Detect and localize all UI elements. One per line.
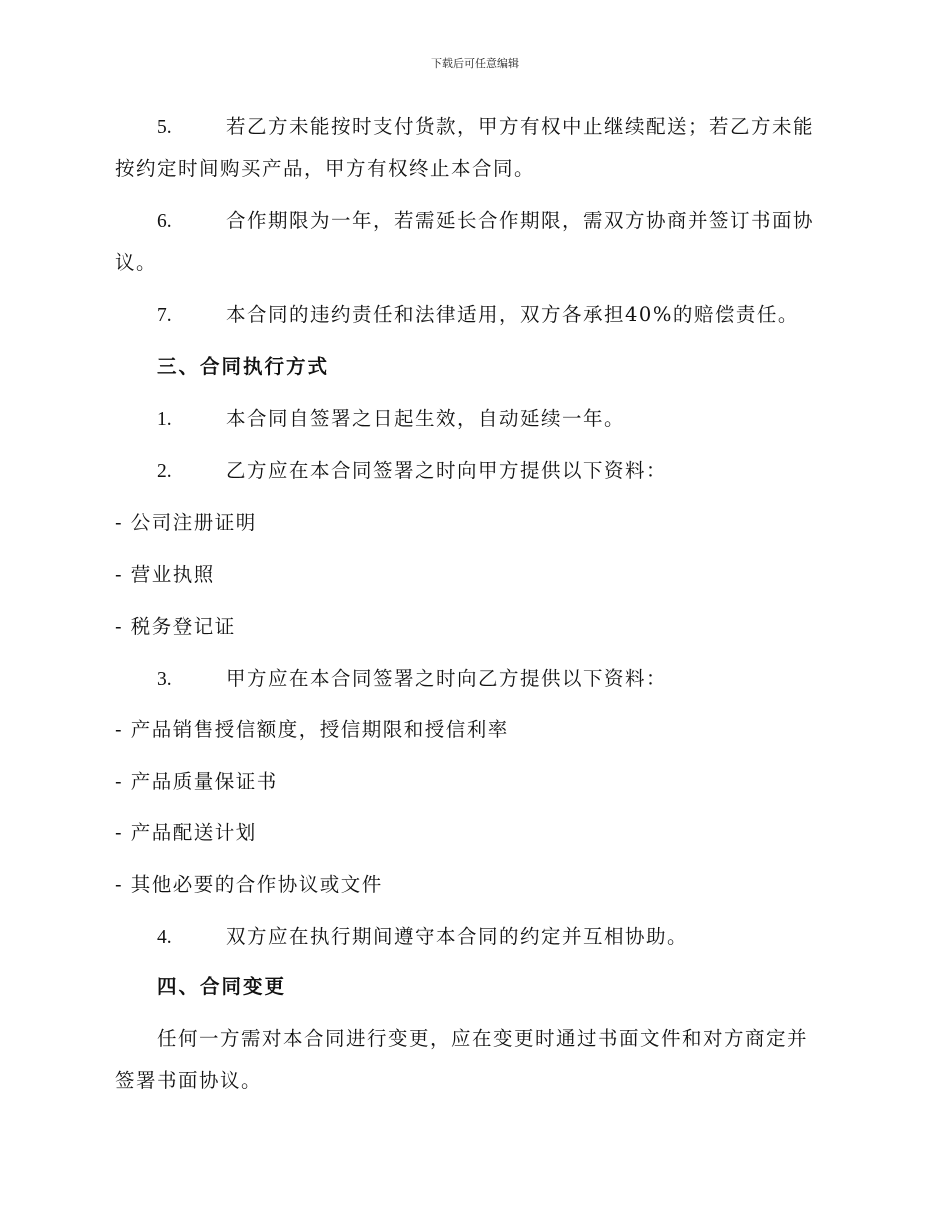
item-text: 甲方应在本合同签署之时向乙方提供以下资料： <box>226 667 668 690</box>
page-header: 下载后可任意编辑 <box>431 57 519 70</box>
clause-number: 7. <box>157 305 172 326</box>
list-item: - 营业执照 <box>115 563 215 586</box>
list-item: - 产品质量保证书 <box>115 770 278 793</box>
clause-6 <box>115 206 835 278</box>
section-3-heading: 三、合同执行方式 <box>157 355 330 378</box>
section-4-paragraph-cont: 签署书面协议。 <box>115 1069 263 1092</box>
item-number: 3. <box>157 669 172 690</box>
clause-number: 6. <box>157 211 172 232</box>
list-item: - 公司注册证明 <box>115 511 257 534</box>
clause-number: 5. <box>157 117 172 138</box>
list-item: - 其他必要的合作协议或文件 <box>115 873 383 896</box>
clause-text: 若乙方未能按时支付货款，甲方有权中止继续配送；若乙方未能 <box>226 115 815 138</box>
section-4-paragraph: 任何一方需对本合同进行变更，应在变更时通过书面文件和对方商定并 <box>157 1027 809 1050</box>
item-number: 2. <box>157 461 172 482</box>
section-3-item-3 <box>115 664 835 694</box>
clause-text: 合作期限为一年，若需延长合作期限，需双方协商并签订书面协 <box>226 209 815 232</box>
clause-text-cont: 按约定时间购买产品，甲方有权终止本合同。 <box>115 157 536 180</box>
item-text: 本合同自签署之日起生效，自动延续一年。 <box>226 407 626 430</box>
item-text: 双方应在执行期间遵守本合同的约定并互相协助。 <box>226 925 689 948</box>
item-text: 乙方应在本合同签署之时向甲方提供以下资料： <box>226 459 668 482</box>
list-item: - 税务登记证 <box>115 615 236 638</box>
clause-5 <box>115 112 835 184</box>
list-item: - 产品配送计划 <box>115 821 257 844</box>
clause-text-cont: 议。 <box>115 251 158 274</box>
list-item: - 产品销售授信额度，授信期限和授信利率 <box>115 718 509 741</box>
section-3-item-4 <box>115 922 835 952</box>
clause-7 <box>115 300 835 330</box>
section-3-item-1 <box>115 404 835 434</box>
item-number: 1. <box>157 409 172 430</box>
section-3-item-2 <box>115 456 835 486</box>
item-number: 4. <box>157 927 172 948</box>
clause-text: 本合同的违约责任和法律适用，双方各承担40%的赔偿责任。 <box>226 303 799 326</box>
section-4-heading: 四、合同变更 <box>157 975 287 998</box>
